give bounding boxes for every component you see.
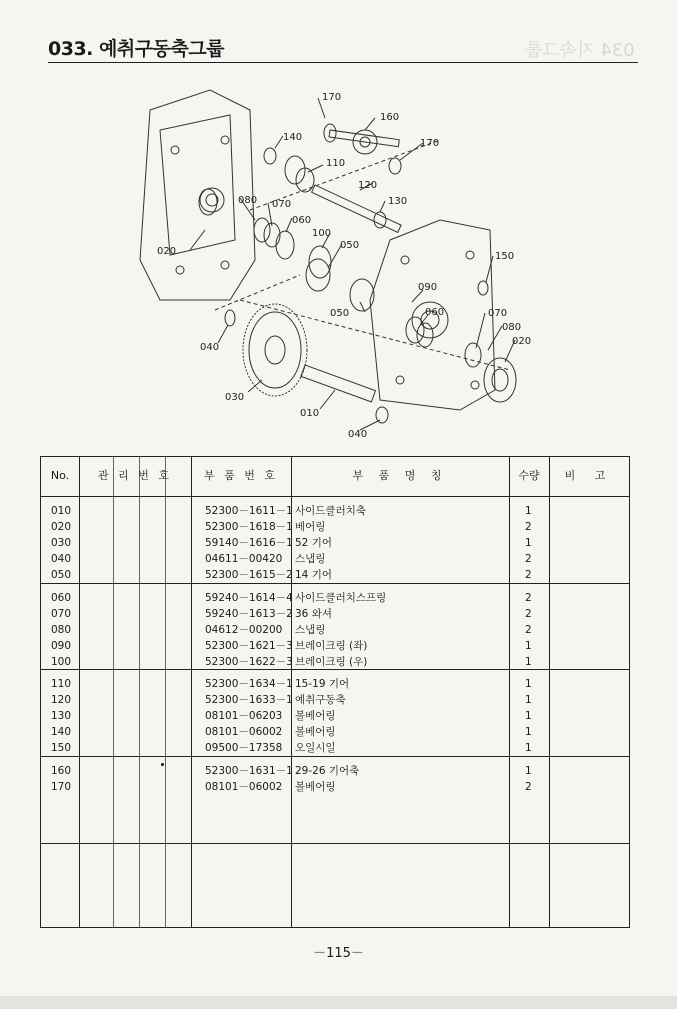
callout-110: 110 (326, 158, 346, 169)
header-part-name: 부 품 명 칭 (352, 469, 448, 482)
callout-030: 030 (225, 392, 245, 403)
callout-050-right: 050 (330, 308, 350, 319)
table-row: 160 52300－1631－1 29-26 기어축 1 (51, 765, 532, 777)
table-header (41, 457, 629, 497)
page-title: 033. 예취구동축그룹 (48, 38, 224, 60)
callout-040-right: 040 (348, 429, 368, 440)
header-quantity: 수량 (518, 469, 540, 482)
table-row: 110 52300－1634－1 15-19 기어 1 (51, 678, 532, 690)
callout-170a: 170 (322, 92, 342, 103)
callout-090: 090 (418, 282, 438, 293)
callout-140: 140 (283, 132, 303, 143)
callout-020-right: 020 (512, 336, 532, 347)
header-no: No. (50, 469, 70, 482)
callout-010: 010 (300, 408, 320, 419)
snap-ring-040-a (225, 310, 235, 326)
callout-070-left: 070 (272, 199, 292, 210)
side-clutch-shaft-010 (301, 365, 376, 402)
table-row: 120 52300－1633－1 예취구동축 1 (51, 694, 532, 706)
table-row: 100 52300－1622－3 브레이크링 (우) 1 (51, 656, 532, 668)
gear-shaft-160 (329, 130, 399, 147)
callout-120: 120 (358, 180, 378, 191)
parts-table (40, 456, 630, 928)
table-row: 030 59140－1616－1 52 기어 1 (51, 537, 532, 549)
bleed-through-title: 034 지속그룹 (525, 40, 635, 61)
callout-100: 100 (312, 228, 332, 239)
table-row: 090 52300－1621－3 브레이크링 (좌) 1 (51, 640, 532, 652)
table-row: 020 52300－1618－1 베어링 2 (51, 521, 532, 533)
header-remarks: 비 고 (564, 469, 614, 482)
table-row: 060 59240－1614－4 사이드클러치스프링 2 (51, 592, 532, 604)
callout-050-left: 050 (340, 240, 360, 251)
callout-170b: 170 (420, 138, 440, 149)
header-part-number: 부 품 번 호 (204, 469, 278, 482)
table-row: 170 08101－06002 볼베어링 2 (51, 781, 532, 793)
title-rule (48, 62, 638, 63)
header-mgmt-number: 관 리 번 호 (98, 469, 172, 482)
table-row: 140 08101－06002 볼베어링 1 (51, 726, 532, 738)
callout-080-left: 080 (238, 195, 258, 206)
gear-110 (285, 156, 305, 184)
bearing-130 (374, 212, 386, 228)
callout-040-left: 040 (200, 342, 220, 353)
spring-070-left (254, 218, 270, 242)
callout-020-left: 020 (157, 246, 177, 257)
table-group-3 (41, 670, 629, 757)
scan-bottom-edge (0, 996, 677, 1009)
table-group-4 (41, 757, 629, 844)
table-row: 080 04612－00200 스냅링 2 (51, 624, 532, 636)
callout-150: 150 (495, 251, 515, 262)
callout-070-right: 070 (488, 308, 508, 319)
callout-130: 130 (388, 196, 408, 207)
table-row: 050 52300－1615－2 14 기어 2 (51, 569, 532, 581)
snap-ring-080 (465, 343, 481, 367)
callout-080-right: 080 (502, 322, 522, 333)
bearing-170b (389, 158, 401, 174)
table-row: 070 59240－1613－2 36 와셔 2 (51, 608, 532, 620)
callout-160: 160 (380, 112, 400, 123)
diagram-svg (40, 70, 640, 450)
callout-060-right: 060 (425, 307, 445, 318)
brake-ring-100 (309, 246, 331, 278)
exploded-parts-diagram (40, 70, 640, 450)
table-row: 010 52300－1611－1 사이드클러치축 1 (51, 505, 532, 517)
table-group-1 (41, 497, 629, 584)
bearing-140 (264, 148, 276, 164)
table-row: 130 08101－06203 볼베어링 1 (51, 710, 532, 722)
table-row: 150 09500－17358 오일시일 1 (51, 742, 532, 754)
gear-030 (243, 304, 307, 396)
page-number: －115－ (313, 946, 364, 961)
table-group-5-empty (41, 844, 629, 926)
table-group-2 (41, 584, 629, 670)
ring-060-left (276, 231, 294, 259)
drive-shaft-120 (312, 185, 401, 232)
oil-seal-150 (478, 281, 488, 295)
callout-060-left: 060 (292, 215, 312, 226)
bearing-020-right (484, 358, 516, 402)
table-row: 040 04611－00420 스냅링 2 (51, 553, 532, 565)
